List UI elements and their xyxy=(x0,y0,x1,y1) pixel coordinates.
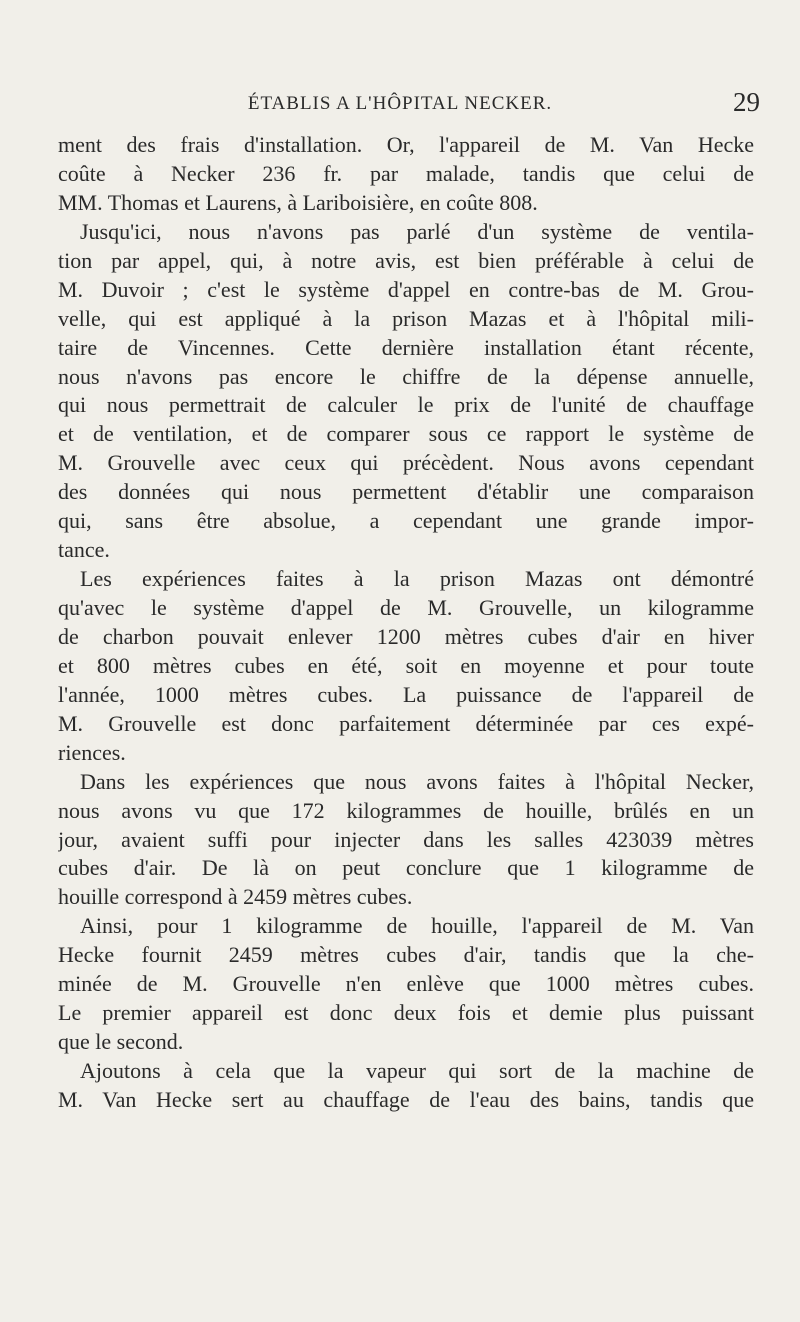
text-line: M. Grouvelle avec ceux qui précèdent. Nous avons cependant xyxy=(58,450,754,476)
text-line: Dans les expériences que nous avons faites à l'hôpital Necker, xyxy=(80,768,754,794)
text-line: qui nous permettrait de calculer le prix de l'unité de chauffage xyxy=(58,392,754,418)
text-line: Les expériences faites à la prison Mazas ont démontré xyxy=(80,566,754,592)
text-line: et 800 mètres cubes en été, soit en moyenne et pour toute xyxy=(58,652,754,678)
text-line: minée de M. Grouvelle n'en enlève que 1000 mètres cubes. xyxy=(58,971,754,997)
text-line: des données qui nous permettent d'établir une comparaison xyxy=(58,479,754,505)
running-head xyxy=(40,87,760,123)
text-line: tance. xyxy=(58,537,110,563)
text-line: ment des frais d'installation. Or, l'appareil de M. Van Hecke xyxy=(58,132,754,157)
text-line: et de ventilation, et de comparer sous ce rapport le système de xyxy=(58,421,754,447)
text-line: velle, qui est appliqué à la prison Mazas et à l'hôpital mili- xyxy=(58,305,754,331)
text-line: Ajoutons à cela que la vapeur qui sort de la machine de xyxy=(80,1058,754,1083)
running-title: ÉTABLIS A L'HÔPITAL NECKER. xyxy=(247,93,553,114)
text-line: taire de Vincennes. Cette dernière installation étant récente, xyxy=(58,334,754,360)
text-line: qui, sans être absolue, a cependant une grande impor- xyxy=(58,508,754,534)
text-line: nous avons vu que 172 kilogrammes de houille, brûlés en un xyxy=(58,797,754,823)
text-line: Le premier appareil est donc deux fois et demie plus puissant xyxy=(58,1000,754,1026)
text-line: nous n'avons pas encore le chiffre de la dépense annuelle, xyxy=(58,363,754,389)
text-line: Hecke fournit 2459 mètres cubes d'air, tandis que la che- xyxy=(58,942,754,968)
text-line: riences. xyxy=(58,739,126,765)
text-line: M. Grouvelle est donc parfaitement déterminée par ces expé- xyxy=(58,710,754,736)
text-line: l'année, 1000 mètres cubes. La puissance de l'appareil de xyxy=(58,681,754,707)
page-number: 29 xyxy=(733,87,760,117)
text-line: cubes d'air. De là on peut conclure que 1 kilogramme de xyxy=(58,855,754,881)
text-line: de charbon pouvait enlever 1200 mètres cubes d'air en hiver xyxy=(58,623,754,649)
text-line: qu'avec le système d'appel de M. Grouvelle, un kilogramme xyxy=(58,595,754,620)
text-line: Jusqu'ici, nous n'avons pas parlé d'un système de ventila- xyxy=(80,218,754,244)
body-text xyxy=(58,131,754,1115)
text-line: houille correspond à 2459 mètres cubes. xyxy=(58,884,413,910)
text-line: M. Duvoir ; c'est le système d'appel en contre-bas de M. Grou- xyxy=(58,276,754,302)
text-line: tion par appel, qui, à notre avis, est bien préférable à celui de xyxy=(58,247,754,273)
text-line: jour, avaient suffi pour injecter dans les salles 423039 mètres xyxy=(58,826,754,852)
text-line: M. Van Hecke sert au chauffage de l'eau des bains, tandis que xyxy=(58,1086,754,1112)
text-line: Ainsi, pour 1 kilogramme de houille, l'appareil de M. Van xyxy=(80,913,754,939)
text-line: que le second. xyxy=(58,1029,184,1055)
text-line: MM. Thomas et Laurens, à Lariboisière, en coûte 808. xyxy=(58,189,538,215)
text-line: coûte à Necker 236 fr. par malade, tandis que celui de xyxy=(58,160,754,186)
